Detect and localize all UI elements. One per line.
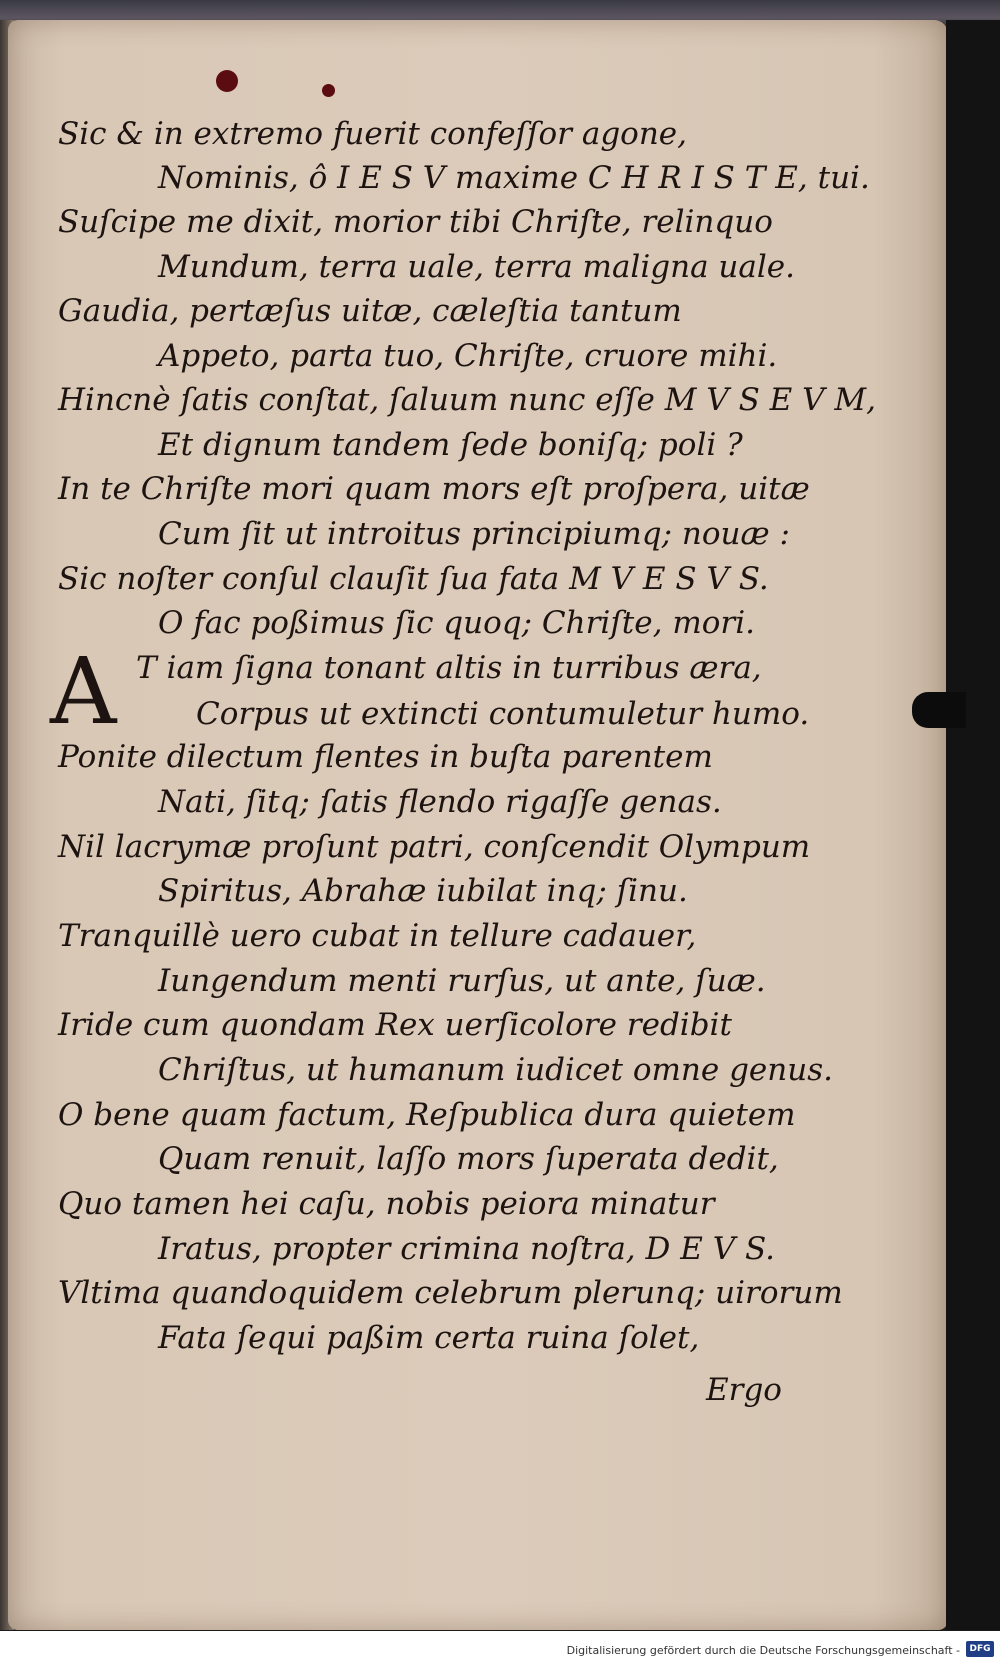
verse-line: Tranquillè uero cubat in tellure cadauer, [58,918,697,954]
verse-line: Mundum, terra uale, terra maligna uale. [158,249,795,285]
verse-line: Iungendum menti rurſus, ut ante, ſuæ. [158,963,766,999]
verse-line: Spiritus, Abrahæ iubilat inq; ſinu. [158,873,688,909]
verse-line: T iam ſigna tonant altis in turribus æra, [136,650,762,686]
footer-credit: Digitalisierung gefördert durch die Deutsche Forschungsgemeinschaft - [566,1644,960,1657]
verse-line: O bene quam factum, Reſpublica dura quietem [58,1097,796,1133]
verse-line: Nil lacrymæ proſunt patri, conſcendit Olympum [58,829,811,865]
catchword: Ergo [706,1372,782,1408]
verse-line: Nati, ſitq; ſatis flendo rigaſſe genas. [158,784,722,820]
verse-line: Iride cum quondam Rex uerſicolore redibit [58,1007,732,1043]
verse-line: O fac poßimus ſic quoq; Chriſte, mori. [158,605,755,641]
verse-line: Sic & in extremo fuerit confeſſor agone, [58,116,687,152]
verse-line: Corpus ut extincti contumuletur humo. [196,696,810,732]
dfg-logo-icon: DFG [966,1641,994,1657]
verse-line: Ponite dilectum flentes in buſta parentem [58,739,713,775]
verse-line: Suſcipe me dixit, morior tibi Chriſte, relinquo [58,204,773,240]
verse-line: Hincnè ſatis conſtat, ſaluum nunc eſſe M V S E V M, [58,382,877,418]
verse-line: Nominis, ô I E S V maxime C H R I S T E, tui. [158,160,870,196]
verse-line: Chriſtus, ut humanum iudicet omne genus. [158,1052,833,1088]
verse-line: Sic noſter conſul clauſit ſua fata M V E S V S. [58,561,769,597]
verse-line: Vltima quandoquidem celebrum plerunq; uirorum [58,1275,843,1311]
verse-line: Fata ſequi paßim certa ruina ſolet, [158,1320,700,1356]
verse-line: In te Chriſte mori quam mors eſt proſpera, uitæ [58,471,810,507]
verse-line: Quo tamen hei caſu, nobis peiora minatur [58,1186,715,1222]
verse-line: Iratus, propter crimina noſtra, D E V S. [158,1231,775,1267]
verse-line: Gaudia, pertæſus uitæ, cæleſtia tantum [58,293,682,329]
verse-line: Cum ſit ut introitus principiumq; nouæ : [158,516,790,552]
drop-capital: A [50,638,117,745]
verse-line: Quam renuit, laſſo mors ſuperata dedit, [158,1141,779,1177]
verse-line: Et dignum tandem ſede boniſq; poli ? [158,427,743,463]
verse-line: Appeto, parta tuo, Chriſte, cruore mihi. [158,338,778,374]
